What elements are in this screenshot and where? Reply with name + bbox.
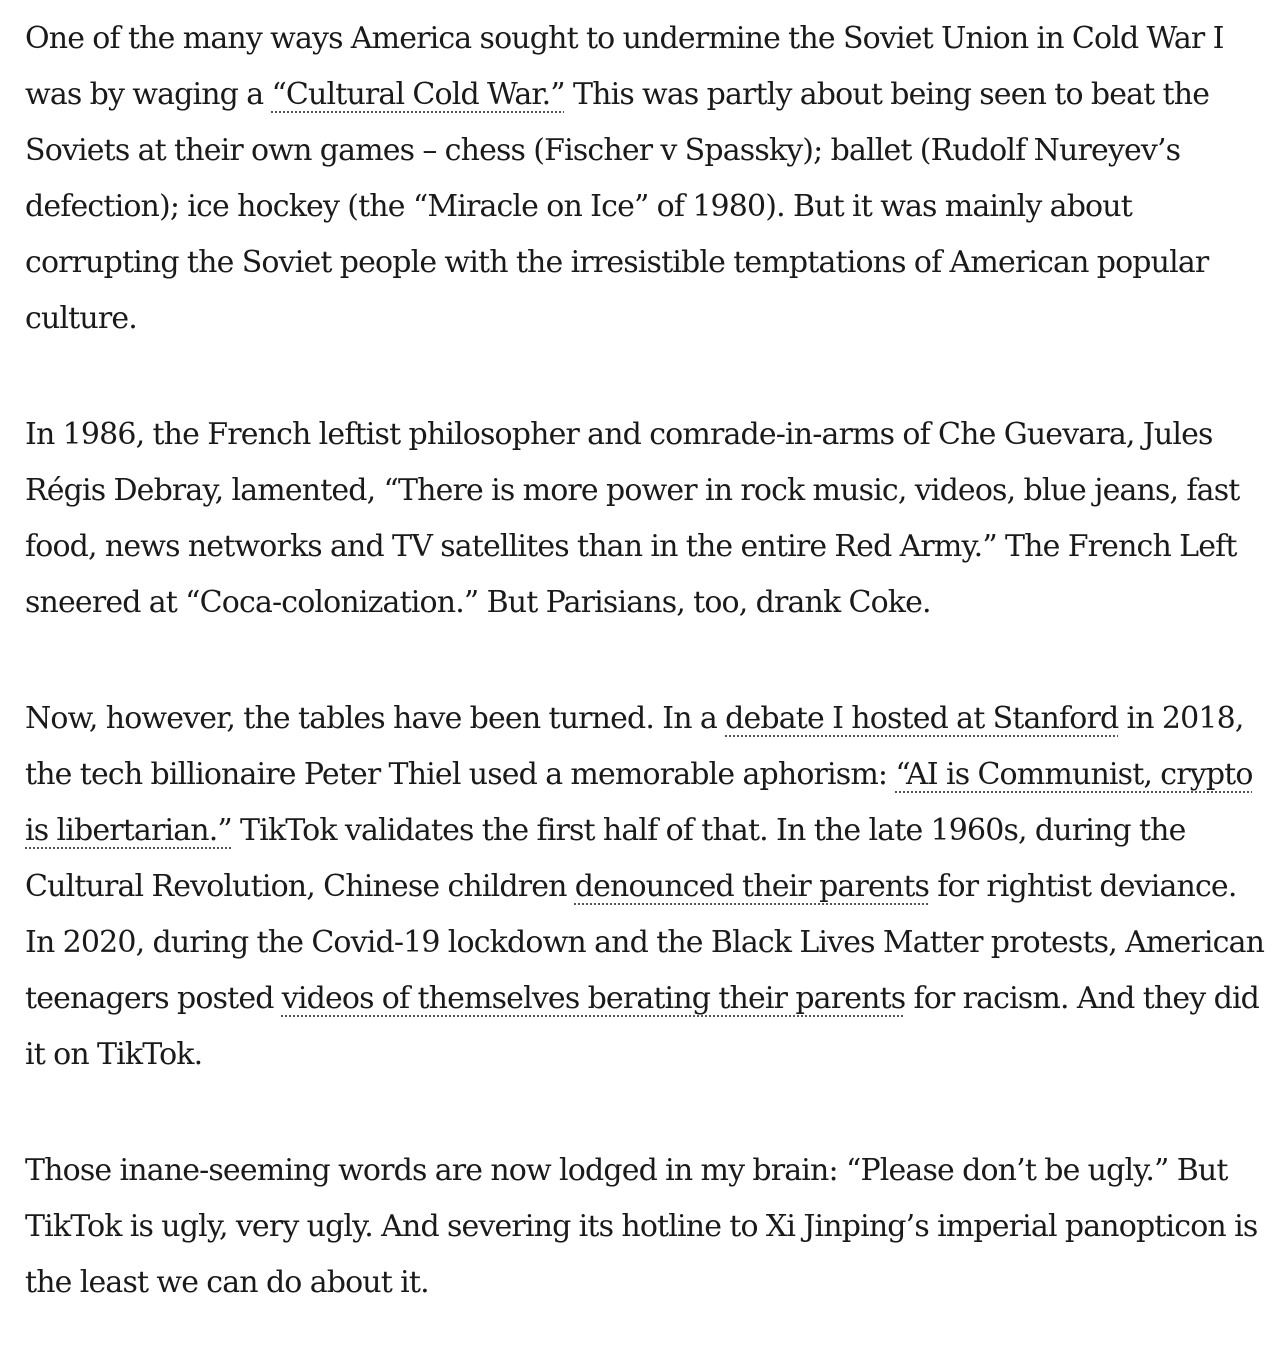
paragraph-text: in 2018, the tech billionaire Peter Thiel used a memorable aphorism: [25, 701, 1244, 792]
paragraph-text: One of the many ways America sought to undermine the Soviet Union in Cold War I was by waging a [25, 21, 1224, 112]
paragraph-tables-turned [25, 691, 1266, 1083]
paragraph-text: This was partly about being seen to beat the Soviets at their own games – chess (Fischer v Spassky); ballet (Rudolf Nureyev’s defection); ice hockey (the “Miracle on Ice” of 1980). But it was mainly about corrupting the Soviet people with the irresistible temptations of American popular culture. [25, 77, 1210, 336]
paragraph-conclusion [25, 1143, 1266, 1311]
paragraph-cultural-cold-war [25, 11, 1266, 347]
paragraph-text: In 1986, the French leftist philosopher and comrade-in-arms of Che Guevara, Jules Régis Debray, lamented, “There is more power in rock music, videos, blue jeans, fast food, news networks and TV satellites than in the entire Red Army.” The French Left sneered at “Coca-colonization.” But Parisians, too, drank Coke. [25, 417, 1240, 620]
paragraph-text: for racism. And they did it on TikTok. [25, 981, 1260, 1072]
paragraph-text: Those inane-seeming words are now lodged in my brain: “Please don’t be ugly.” But TikTok is ugly, very ugly. And severing its hotline to Xi Jinping’s imperial panopticon is the least we can do about it. [25, 1153, 1258, 1300]
paragraph-text: TikTok validates the first half of that. In the late 1960s, during the Cultural Revolution, Chinese children [25, 813, 1186, 904]
link-ai-communist-aphorism[interactable]: “AI is Communist, crypto is libertarian.” [25, 757, 1253, 848]
paragraph-debray [25, 407, 1266, 631]
link-cultural-cold-war[interactable]: “Cultural Cold War.” [271, 77, 565, 112]
link-videos-berating-parents[interactable]: videos of themselves berating their parents [281, 981, 906, 1016]
paragraph-text: Now, however, the tables have been turned. In a [25, 701, 726, 736]
link-denounced-parents[interactable]: denounced their parents [574, 869, 930, 904]
paragraph-text: for rightist deviance. In 2020, during the Covid-19 lockdown and the Black Lives Matter protests, American teenagers posted [25, 869, 1265, 1016]
link-debate-stanford[interactable]: debate I hosted at Stanford [725, 701, 1119, 736]
